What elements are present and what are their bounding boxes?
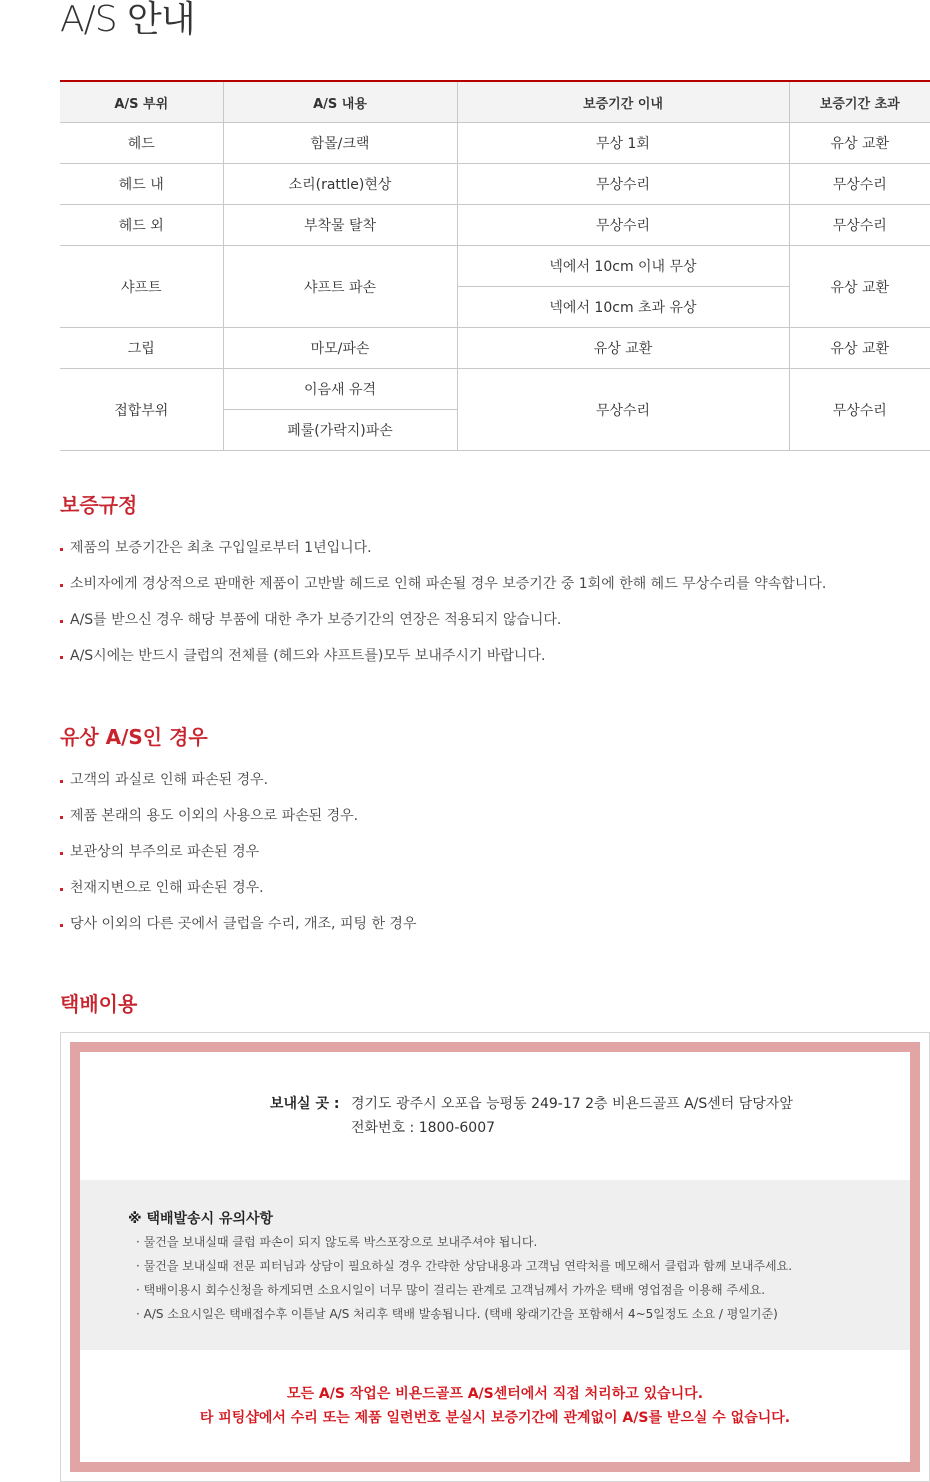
list-item: 고객의 과실로 인해 파손된 경우. bbox=[60, 770, 416, 806]
list-item: 당사 이외의 다른 곳에서 클럽을 수리, 개조, 피팅 한 경우 bbox=[60, 914, 416, 950]
address-label: 보내실 곳 : bbox=[270, 1096, 340, 1112]
notes-title: ※ 택배발송시 유의사항 bbox=[128, 1211, 274, 1227]
address-section bbox=[80, 1052, 910, 1180]
cell-after: 유상 교환 bbox=[789, 328, 930, 369]
header-after: 보증기간 초과 bbox=[789, 81, 930, 123]
cell-content: 샤프트 파손 bbox=[223, 246, 457, 328]
delivery-box bbox=[60, 1032, 930, 1482]
warranty-list bbox=[60, 538, 826, 682]
cell-within: 무상수리 bbox=[457, 205, 789, 246]
list-item: · 물건을 보내실때 전문 피터님과 상담이 필요하실 경우 간략한 상담내용과 고객님 연락처를 메모해서 클럽과 함께 보내주세요. bbox=[136, 1259, 793, 1273]
cell-part: 그립 bbox=[60, 328, 223, 369]
address-text: 경기도 광주시 오포읍 능평동 249-17 2층 비욘드골프 A/S센터 담당자앞 bbox=[351, 1096, 793, 1112]
cell-within: 무상수리 bbox=[457, 369, 789, 451]
cell-after: 무상수리 bbox=[789, 205, 930, 246]
table-row bbox=[60, 123, 930, 164]
as-table bbox=[60, 80, 930, 451]
table-row bbox=[60, 205, 930, 246]
cell-after: 유상 교환 bbox=[789, 246, 930, 328]
table-row bbox=[60, 164, 930, 205]
cell-content: 함몰/크랙 bbox=[223, 123, 457, 164]
list-item: 소비자에게 경상적으로 판매한 제품이 고반발 헤드로 인해 파손될 경우 보증기간 중 1회에 한해 헤드 무상수리를 약속합니다. bbox=[60, 574, 826, 610]
warning-text bbox=[80, 1382, 910, 1430]
cell-part: 접합부위 bbox=[60, 369, 223, 451]
table-row bbox=[60, 369, 930, 410]
paid-as-title: 유상 A/S인 경우 bbox=[60, 725, 208, 749]
table-header-row bbox=[60, 81, 930, 123]
cell-part: 헤드 외 bbox=[60, 205, 223, 246]
delivery-frame bbox=[70, 1042, 920, 1472]
cell-part: 헤드 bbox=[60, 123, 223, 164]
notes-list bbox=[136, 1234, 792, 1330]
cell-within: 넥에서 10cm 초과 유상 bbox=[457, 287, 789, 328]
list-item: 천재지변으로 인해 파손된 경우. bbox=[60, 878, 416, 914]
header-within: 보증기간 이내 bbox=[457, 81, 789, 123]
cell-after: 유상 교환 bbox=[789, 123, 930, 164]
list-item: 제품 본래의 용도 이외의 사용으로 파손된 경우. bbox=[60, 806, 416, 842]
header-part: A/S 부위 bbox=[60, 81, 223, 123]
delivery-title: 택배이용 bbox=[60, 992, 138, 1016]
cell-after: 무상수리 bbox=[789, 164, 930, 205]
phone-text: 전화번호 : 1800-6007 bbox=[351, 1120, 496, 1136]
table-row bbox=[60, 328, 930, 369]
list-item: A/S를 받으신 경우 해당 부품에 대한 추가 보증기간의 연장은 적용되지 않습니다. bbox=[60, 610, 826, 646]
cell-content: 부착물 탈착 bbox=[223, 205, 457, 246]
cell-within: 넥에서 10cm 이내 무상 bbox=[457, 246, 789, 287]
list-item: · A/S 소요시일은 택배접수후 이튿날 A/S 처리후 택배 발송됩니다. (택배 왕래기간을 포함해서 4~5일정도 소요 / 평일기준) bbox=[136, 1307, 778, 1321]
cell-content: 페룰(가락지)파손 bbox=[223, 410, 457, 451]
cell-part: 샤프트 bbox=[60, 246, 223, 328]
cell-content: 소리(rattle)현상 bbox=[223, 164, 457, 205]
cell-content: 마모/파손 bbox=[223, 328, 457, 369]
cell-part: 헤드 내 bbox=[60, 164, 223, 205]
cell-within: 무상수리 bbox=[457, 164, 789, 205]
page-title: A/S 안내 bbox=[60, 0, 195, 40]
paid-as-list bbox=[60, 770, 416, 950]
warning-line-2: 타 피팅샵에서 수리 또는 제품 일련번호 분실시 보증기간에 관계없이 A/S를 받으실 수 없습니다. bbox=[199, 1410, 791, 1426]
cell-within: 유상 교환 bbox=[457, 328, 789, 369]
list-item: · 물건을 보내실때 클럽 파손이 되지 않도록 박스포장으로 보내주셔야 됩니다. bbox=[136, 1235, 538, 1249]
cell-content: 이음새 유격 bbox=[223, 369, 457, 410]
table-row bbox=[60, 246, 930, 287]
notes-section bbox=[80, 1180, 910, 1350]
list-item: 제품의 보증기간은 최초 구입일로부터 1년입니다. bbox=[60, 538, 826, 574]
cell-within: 무상 1회 bbox=[457, 123, 789, 164]
warranty-title: 보증규정 bbox=[60, 493, 138, 517]
list-item: A/S시에는 반드시 클럽의 전체를 (헤드와 샤프트를)모두 보내주시기 바랍니다. bbox=[60, 646, 826, 682]
warning-line-1: 모든 A/S 작업은 비욘드골프 A/S센터에서 직접 처리하고 있습니다. bbox=[286, 1386, 704, 1402]
list-item: · 택배이용시 회수신청을 하게되면 소요시일이 너무 많이 걸리는 관계로 고객님께서 가까운 택배 영업점을 이용해 주세요. bbox=[136, 1283, 766, 1297]
header-content: A/S 내용 bbox=[223, 81, 457, 123]
list-item: 보관상의 부주의로 파손된 경우 bbox=[60, 842, 416, 878]
cell-after: 무상수리 bbox=[789, 369, 930, 451]
